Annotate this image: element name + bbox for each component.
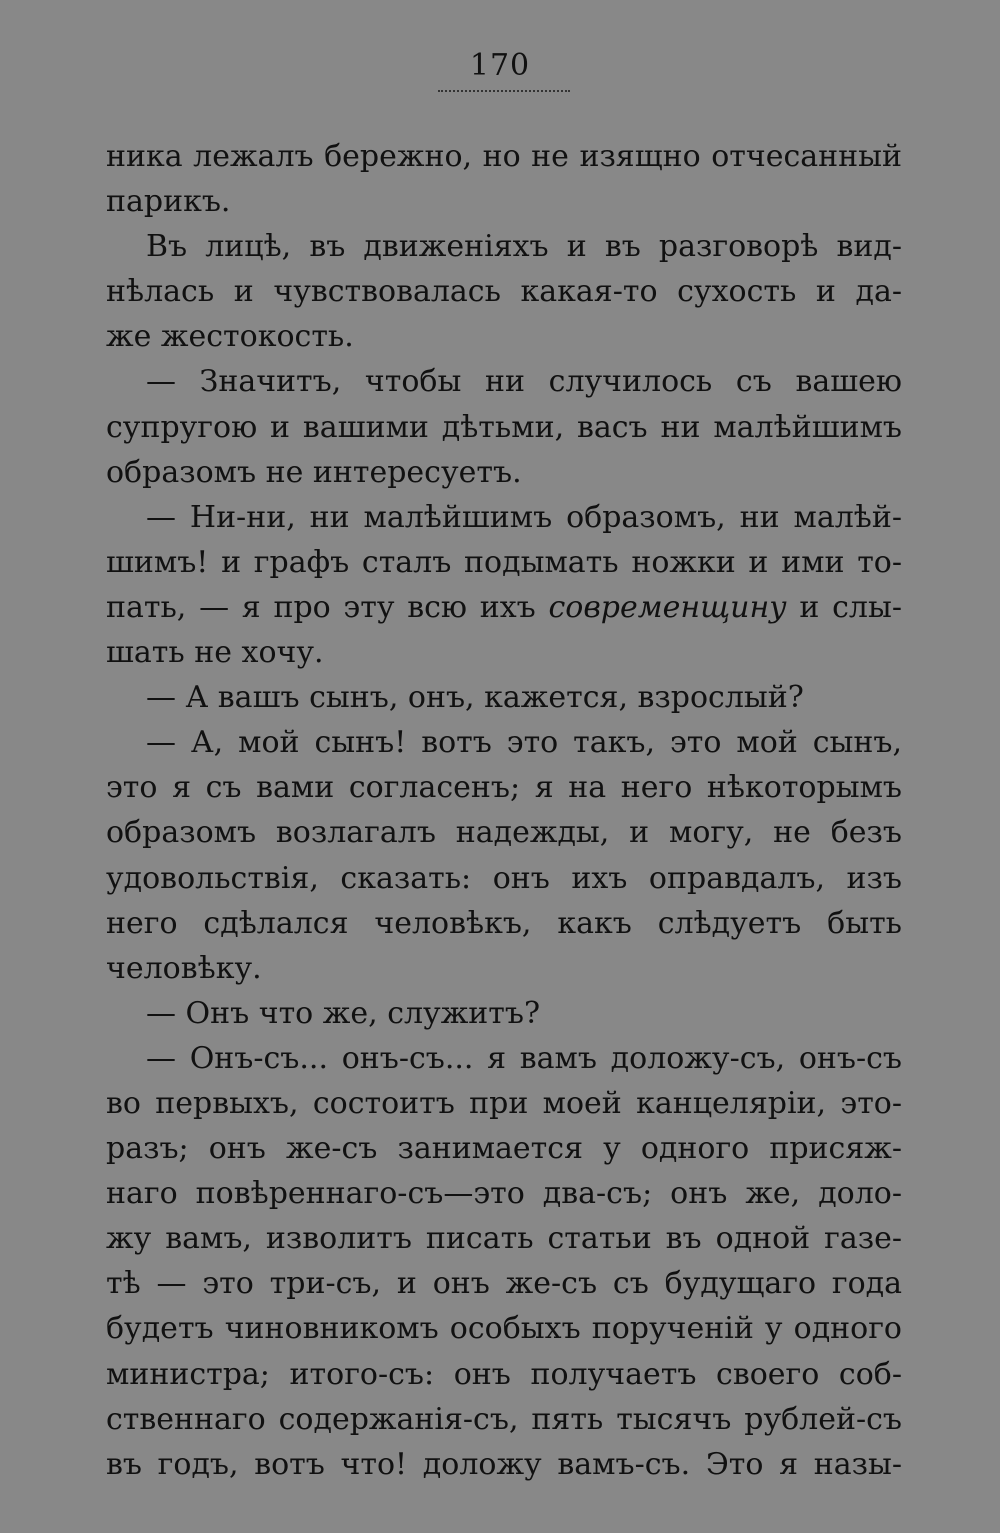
- text-line: — Онъ что же, служитъ?: [146, 995, 541, 1031]
- text-line: шимъ! и графъ сталъ подымать ножки и ими то-: [106, 544, 902, 580]
- page-number: 170: [469, 48, 531, 83]
- text-line: жу вамъ, изволитъ писать статьи въ одной газе-: [106, 1221, 902, 1257]
- text-line: нѣлась и чувствовалась какая-то сухость и да-: [106, 274, 902, 310]
- body-text: [106, 134, 902, 1487]
- text-line: министра; итого-съ: онъ получаетъ своего соб-: [106, 1356, 902, 1392]
- text-line: будетъ чиновникомъ особыхъ порученій у одного: [106, 1311, 902, 1347]
- text-line: парикъ.: [106, 184, 231, 220]
- text-line: наго повѣреннаго-съ—это два-съ; онъ же, доло-: [106, 1176, 902, 1212]
- text-line: это я съ вами согласенъ; я на него нѣкоторымъ: [106, 770, 902, 806]
- text-line: Въ лицѣ, въ движеніяхъ и въ разговорѣ вид-: [146, 229, 902, 265]
- text-line: — Онъ-съ... онъ-съ... я вамъ доложу-съ, онъ-съ: [146, 1040, 902, 1076]
- text-line: — Ни-ни, ни малѣйшимъ образомъ, ни малѣй-: [146, 499, 902, 535]
- text-line: — А, мой сынъ! вотъ это такъ, это мой сынъ,: [146, 725, 902, 761]
- text-line: тѣ — это три-съ, и онъ же-съ съ будущаго года: [106, 1266, 902, 1302]
- text-segment: и слы-: [786, 589, 902, 625]
- text-segment: пать, — я про эту всю ихъ: [106, 589, 549, 625]
- text-line: — А вашъ сынъ, онъ, кажется, взрослый?: [146, 680, 804, 716]
- text-line: во первыхъ, состоитъ при моей канцеляріи, это-: [106, 1085, 902, 1121]
- text-line: [106, 585, 902, 630]
- text-line: шать не хочу.: [106, 635, 324, 671]
- text-line: удовольствія, сказать: онъ ихъ оправдалъ, изъ: [106, 860, 902, 896]
- text-line: ственнаго содержанія-съ, пять тысячъ рублей-съ: [106, 1401, 902, 1437]
- italic-word: современщину: [548, 589, 787, 625]
- text-line: образомъ возлагалъ надежды, и могу, не безъ: [106, 815, 902, 851]
- text-line: — Значитъ, чтобы ни случилось съ вашею: [146, 364, 902, 400]
- text-line: же жестокость.: [106, 319, 354, 355]
- text-line: ника лежалъ бережно, но не изящно отчесанный: [106, 139, 902, 174]
- text-line: человѣку.: [106, 950, 262, 986]
- text-line: въ годъ, вотъ что! доложу вамъ-съ. Это я назы-: [106, 1446, 902, 1482]
- header-rule: [438, 90, 570, 92]
- text-line: разъ; онъ же-съ занимается у одного присяж-: [106, 1131, 902, 1167]
- text-line: супругою и вашими дѣтьми, васъ ни малѣйшимъ: [106, 409, 902, 445]
- text-line: него сдѣлался человѣкъ, какъ слѣдуетъ быть: [106, 905, 902, 941]
- text-line: образомъ не интересуетъ.: [106, 454, 522, 490]
